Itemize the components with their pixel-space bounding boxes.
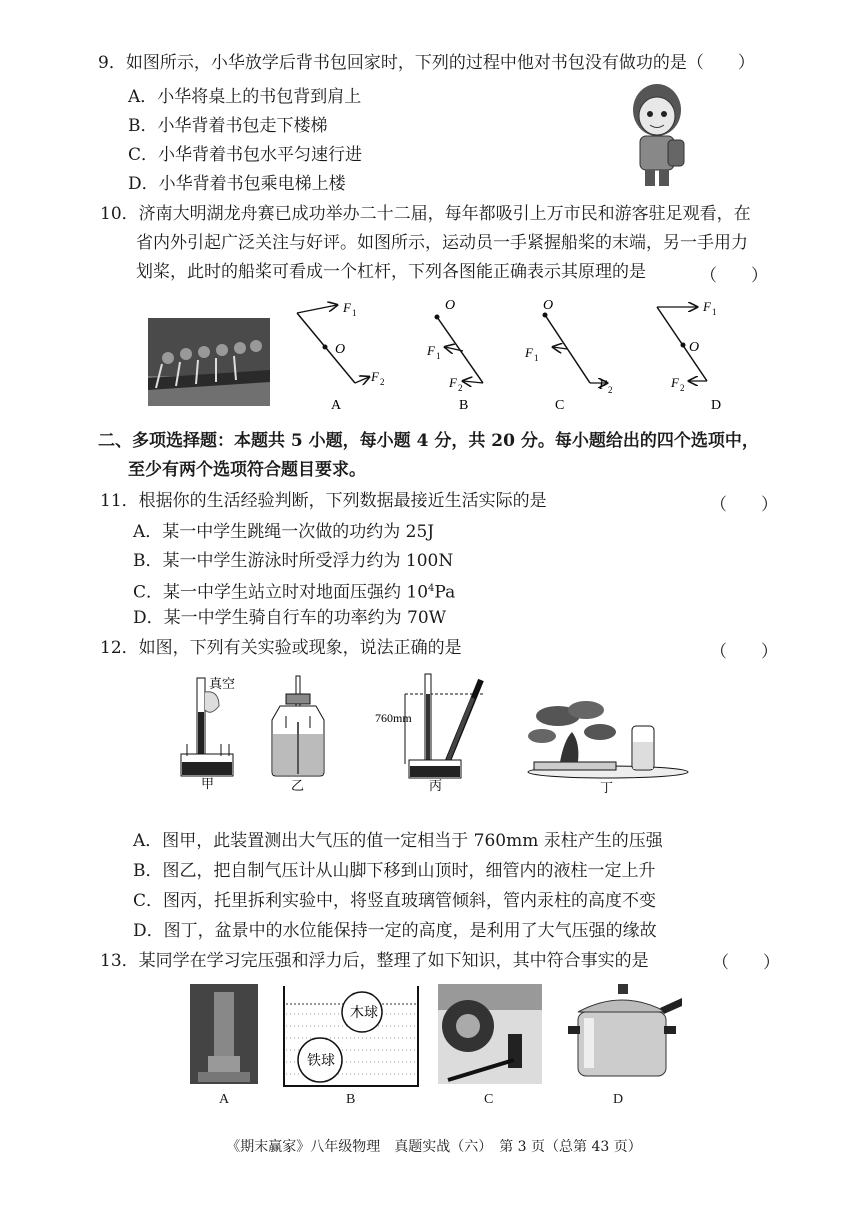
q12-option-d: D．图丁，盆景中的水位能保持一定的高度，是利用了大气压强的缘故: [133, 921, 657, 941]
figure-yi-barometer-bottle: [258, 672, 338, 792]
q11-option-b: B．某一中学生游泳时所受浮力约为 100N: [133, 551, 454, 571]
q9-option-a: A．小华将桌上的书包背到肩上: [128, 87, 362, 107]
q11-option-a: A．某一中学生跳绳一次做的功约为 25J: [133, 522, 435, 542]
svg-text:O: O: [445, 298, 456, 313]
figure-jia-mercury-tube: [175, 672, 245, 792]
q9-option-b: B．小华背着书包走下楼梯: [128, 116, 328, 136]
svg-text:F: F: [449, 375, 457, 390]
svg-text:甲: 甲: [201, 776, 215, 791]
lever-diagram-a: [297, 300, 385, 413]
svg-text:F: F: [343, 300, 351, 315]
svg-text:2: 2: [608, 385, 613, 395]
figure-d-pressure-cooker-photo: [560, 982, 684, 1088]
dragon-boat-photo: [148, 318, 270, 406]
svg-text:A: A: [331, 398, 342, 413]
section2-heading-line-1: 二、多项选择题：本题共 5 小题，每小题 4 分，共 20 分。每小题给出的四个选项中，: [98, 431, 759, 451]
svg-text:1: 1: [712, 307, 717, 317]
q13-stem: 13．某同学在学习完压强和浮力后，整理了如下知识，其中符合事实的是: [100, 951, 649, 971]
svg-text:F: F: [427, 343, 435, 358]
svg-text:C: C: [555, 398, 565, 413]
q13-caption-a: A: [219, 1092, 230, 1107]
lever-diagram-b: [426, 298, 483, 413]
figure-bing-torricelli: [345, 668, 495, 794]
q12-option-a: A．图甲，此装置测出大气压的值一定相当于 760mm 汞柱产生的压强: [133, 831, 663, 851]
svg-text:1: 1: [352, 308, 357, 318]
svg-text:2: 2: [380, 377, 385, 387]
lever-diagrams: [285, 295, 755, 415]
figure-a-monument-photo: [190, 984, 258, 1088]
svg-text:760mm: 760mm: [375, 711, 412, 725]
svg-text:1: 1: [436, 351, 441, 361]
svg-text:2: 2: [680, 383, 685, 393]
svg-text:O: O: [335, 342, 346, 357]
svg-text:丙: 丙: [429, 778, 443, 793]
q13-answer-paren: （ ）: [712, 953, 780, 973]
q10-line-2: 省内外引起广泛关注与好评。如图所示，运动员一手紧握船桨的末端，另一手用力: [136, 233, 748, 253]
svg-text:O: O: [689, 340, 700, 355]
svg-text:B: B: [459, 398, 469, 413]
svg-text:铁球: 铁球: [307, 1054, 335, 1069]
q9-stem: 9．如图所示，小华放学后背书包回家时，下列的过程中他对书包没有做功的是（ ）: [98, 53, 755, 73]
svg-text:木球: 木球: [350, 1006, 378, 1021]
svg-text:丁: 丁: [600, 780, 614, 794]
q11-stem: 11．根据你的生活经验判断，下列数据最接近生活实际的是: [100, 491, 547, 511]
svg-text:D: D: [711, 398, 722, 413]
q12-answer-paren: （ ）: [710, 642, 778, 662]
svg-text:真空: 真空: [209, 676, 236, 691]
svg-text:F: F: [671, 375, 679, 390]
q10-line-1: 10．济南大明湖龙舟赛已成功举办二十二届，每年都吸引上万市民和游客驻足观看，在: [100, 204, 751, 224]
q13-caption-d: D: [613, 1092, 624, 1107]
q13-caption-c: C: [484, 1092, 494, 1107]
q13-caption-b: B: [346, 1092, 356, 1107]
page-footer: 《期末赢家》八年级物理 真题实战（六） 第 3 页（总第 43 页）: [226, 1139, 642, 1155]
svg-text:F: F: [599, 377, 607, 392]
q12-option-b: B．图乙，把自制气压计从山脚下移到山顶时，细管内的液柱一定上升: [133, 861, 656, 881]
figure-b-balls-in-water: [282, 984, 420, 1088]
figure-c-car-jack-photo: [438, 984, 542, 1088]
svg-text:F: F: [703, 299, 711, 314]
q10-line-3: 划桨，此时的船桨可看成一个杠杆，下列各图能正确表示其原理的是: [136, 262, 646, 282]
figure-ding-bonsai: [520, 692, 690, 794]
svg-text:乙: 乙: [291, 778, 305, 792]
q9-option-c: C．小华背着书包水平匀速行进: [128, 145, 363, 165]
svg-text:2: 2: [458, 383, 463, 393]
student-backpack-illustration: [622, 80, 692, 190]
svg-text:F: F: [371, 369, 379, 384]
section2-heading-line-2: 至少有两个选项符合题目要求。: [128, 460, 366, 480]
svg-text:F: F: [525, 345, 533, 360]
q12-option-c: C．图丙，托里拆利实验中，将竖直玻璃管倾斜，管内汞柱的高度不变: [133, 891, 657, 911]
q10-answer-paren: （ ）: [700, 266, 768, 286]
q12-stem: 12．如图，下列有关实验或现象，说法正确的是: [100, 638, 462, 658]
svg-text:O: O: [543, 298, 554, 313]
q11-answer-paren: （ ）: [710, 495, 778, 515]
lever-diagram-d: [657, 299, 721, 413]
lever-diagram-c: [524, 298, 613, 413]
q11-option-c: C．某一中学生站立时对地面压强约 $10^4Pa$: [133, 582, 456, 603]
svg-text:1: 1: [534, 353, 539, 363]
q11-option-d: D．某一中学生骑自行车的功率约为 70W: [133, 608, 447, 628]
q9-option-d: D．小华背着书包乘电梯上楼: [128, 174, 346, 194]
